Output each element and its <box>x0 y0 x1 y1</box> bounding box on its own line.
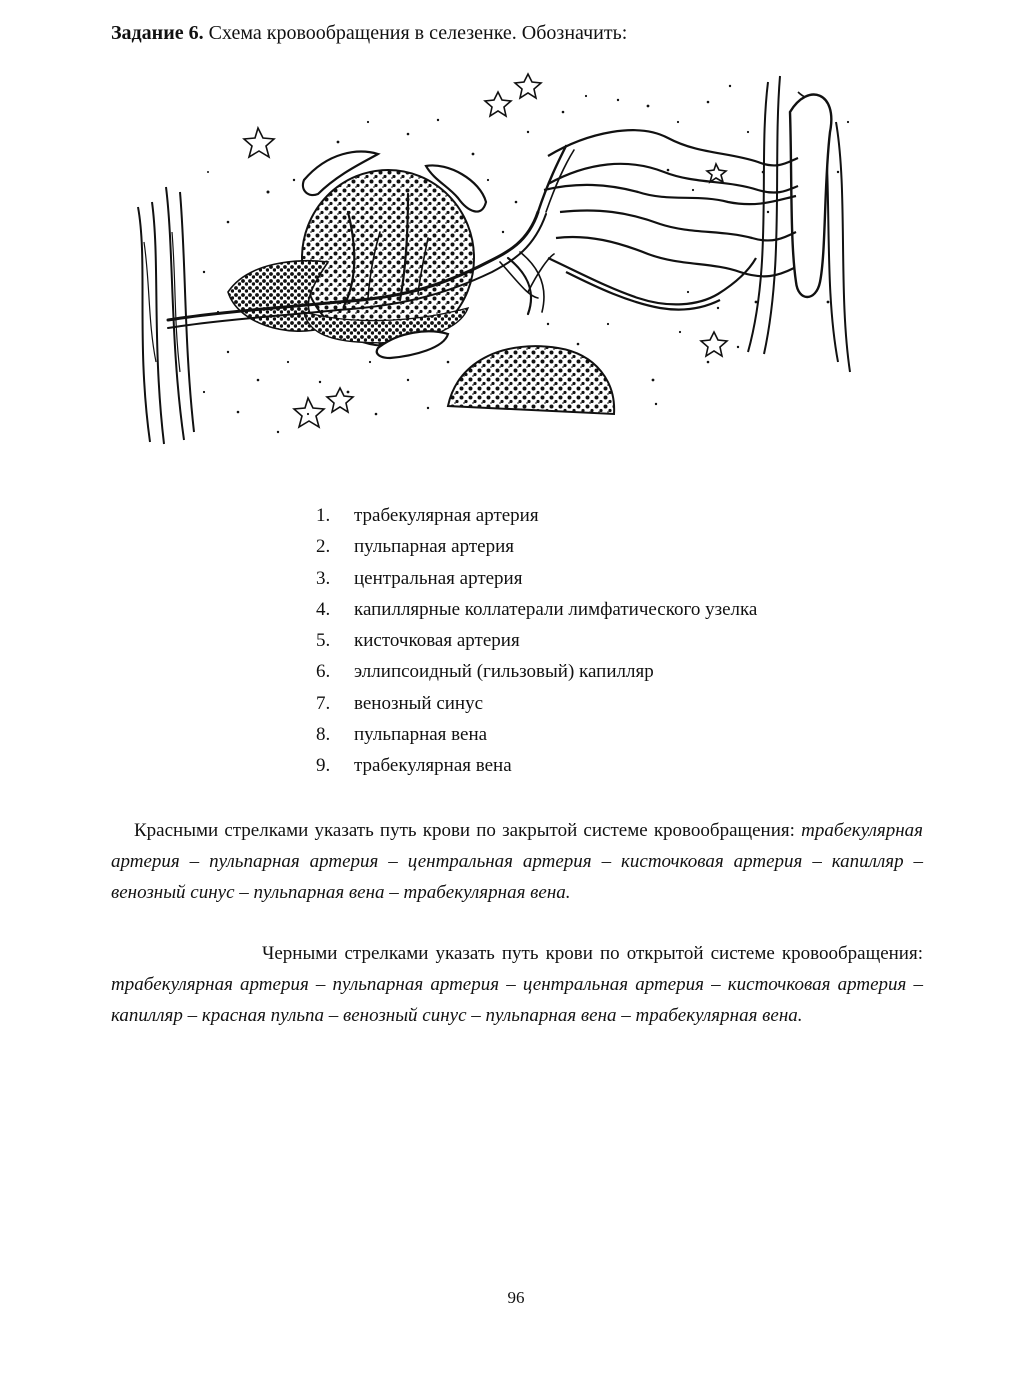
lower-nodule <box>448 346 614 414</box>
lymphatic-nodule <box>228 170 474 346</box>
term-text: пульпарная артерия <box>354 536 514 558</box>
list-item <box>316 721 757 752</box>
open-circulation-path: трабекулярная артерия – пульпарная артерия – центральная артерия – кисточковая артерия – капилляр – красная пульпа – венозный синус – пульпарная вена – трабекулярная вена. <box>111 974 923 1026</box>
term-text: центральная артерия <box>354 567 523 589</box>
venous-sinus-shape <box>790 95 831 297</box>
list-item <box>316 596 757 627</box>
term-text: пульпарная вена <box>354 724 488 746</box>
list-item <box>316 565 757 596</box>
list-item <box>316 658 757 689</box>
terms-list <box>316 502 757 784</box>
term-number: 2. <box>316 536 331 558</box>
task-heading <box>111 20 627 46</box>
term-text: кисточковая артерия <box>354 630 520 652</box>
list-item <box>316 690 757 721</box>
term-number: 8. <box>316 724 331 746</box>
term-number: 1. <box>316 505 331 526</box>
term-number: 7. <box>316 692 331 714</box>
term-number: 6. <box>316 661 331 683</box>
term-number: 5. <box>316 630 331 652</box>
spleen-circulation-diagram <box>108 62 868 462</box>
term-number: 4. <box>316 598 331 620</box>
list-item <box>316 533 757 564</box>
closed-circulation-lead: Красными стрелками указать путь крови по закрытой системе кровообращения: <box>134 820 802 841</box>
term-text: капиллярные коллатерали лимфатического узелка <box>354 598 758 620</box>
term-text: трабекулярная вена <box>354 755 512 777</box>
term-text: трабекулярная артерия <box>354 505 539 526</box>
term-text: эллипсоидный (гильзовый) капилляр <box>354 661 654 683</box>
closed-circulation-path: трабекулярная артерия – пульпарная артерия – центральная артерия – кисточковая артерия – капилляр – венозный синус – пульпарная вена – трабекулярная вена. <box>111 820 923 903</box>
list-item <box>316 752 757 783</box>
term-number: 3. <box>316 567 331 589</box>
list-item <box>316 502 757 533</box>
task-title: Схема кровообращения в селезенке. Обозначить: <box>203 22 628 44</box>
task-label: Задание 6. <box>111 22 204 44</box>
list-item <box>316 627 757 658</box>
open-circulation-paragraph <box>111 938 923 1031</box>
term-text: венозный синус <box>354 692 484 714</box>
left-trabecula <box>138 187 194 444</box>
page-number: 96 <box>507 1288 525 1307</box>
open-circulation-lead: Черными стрелками указать путь крови по открытой системе кровообращения: <box>262 943 923 964</box>
closed-circulation-paragraph <box>111 815 923 908</box>
term-number: 9. <box>316 755 331 777</box>
